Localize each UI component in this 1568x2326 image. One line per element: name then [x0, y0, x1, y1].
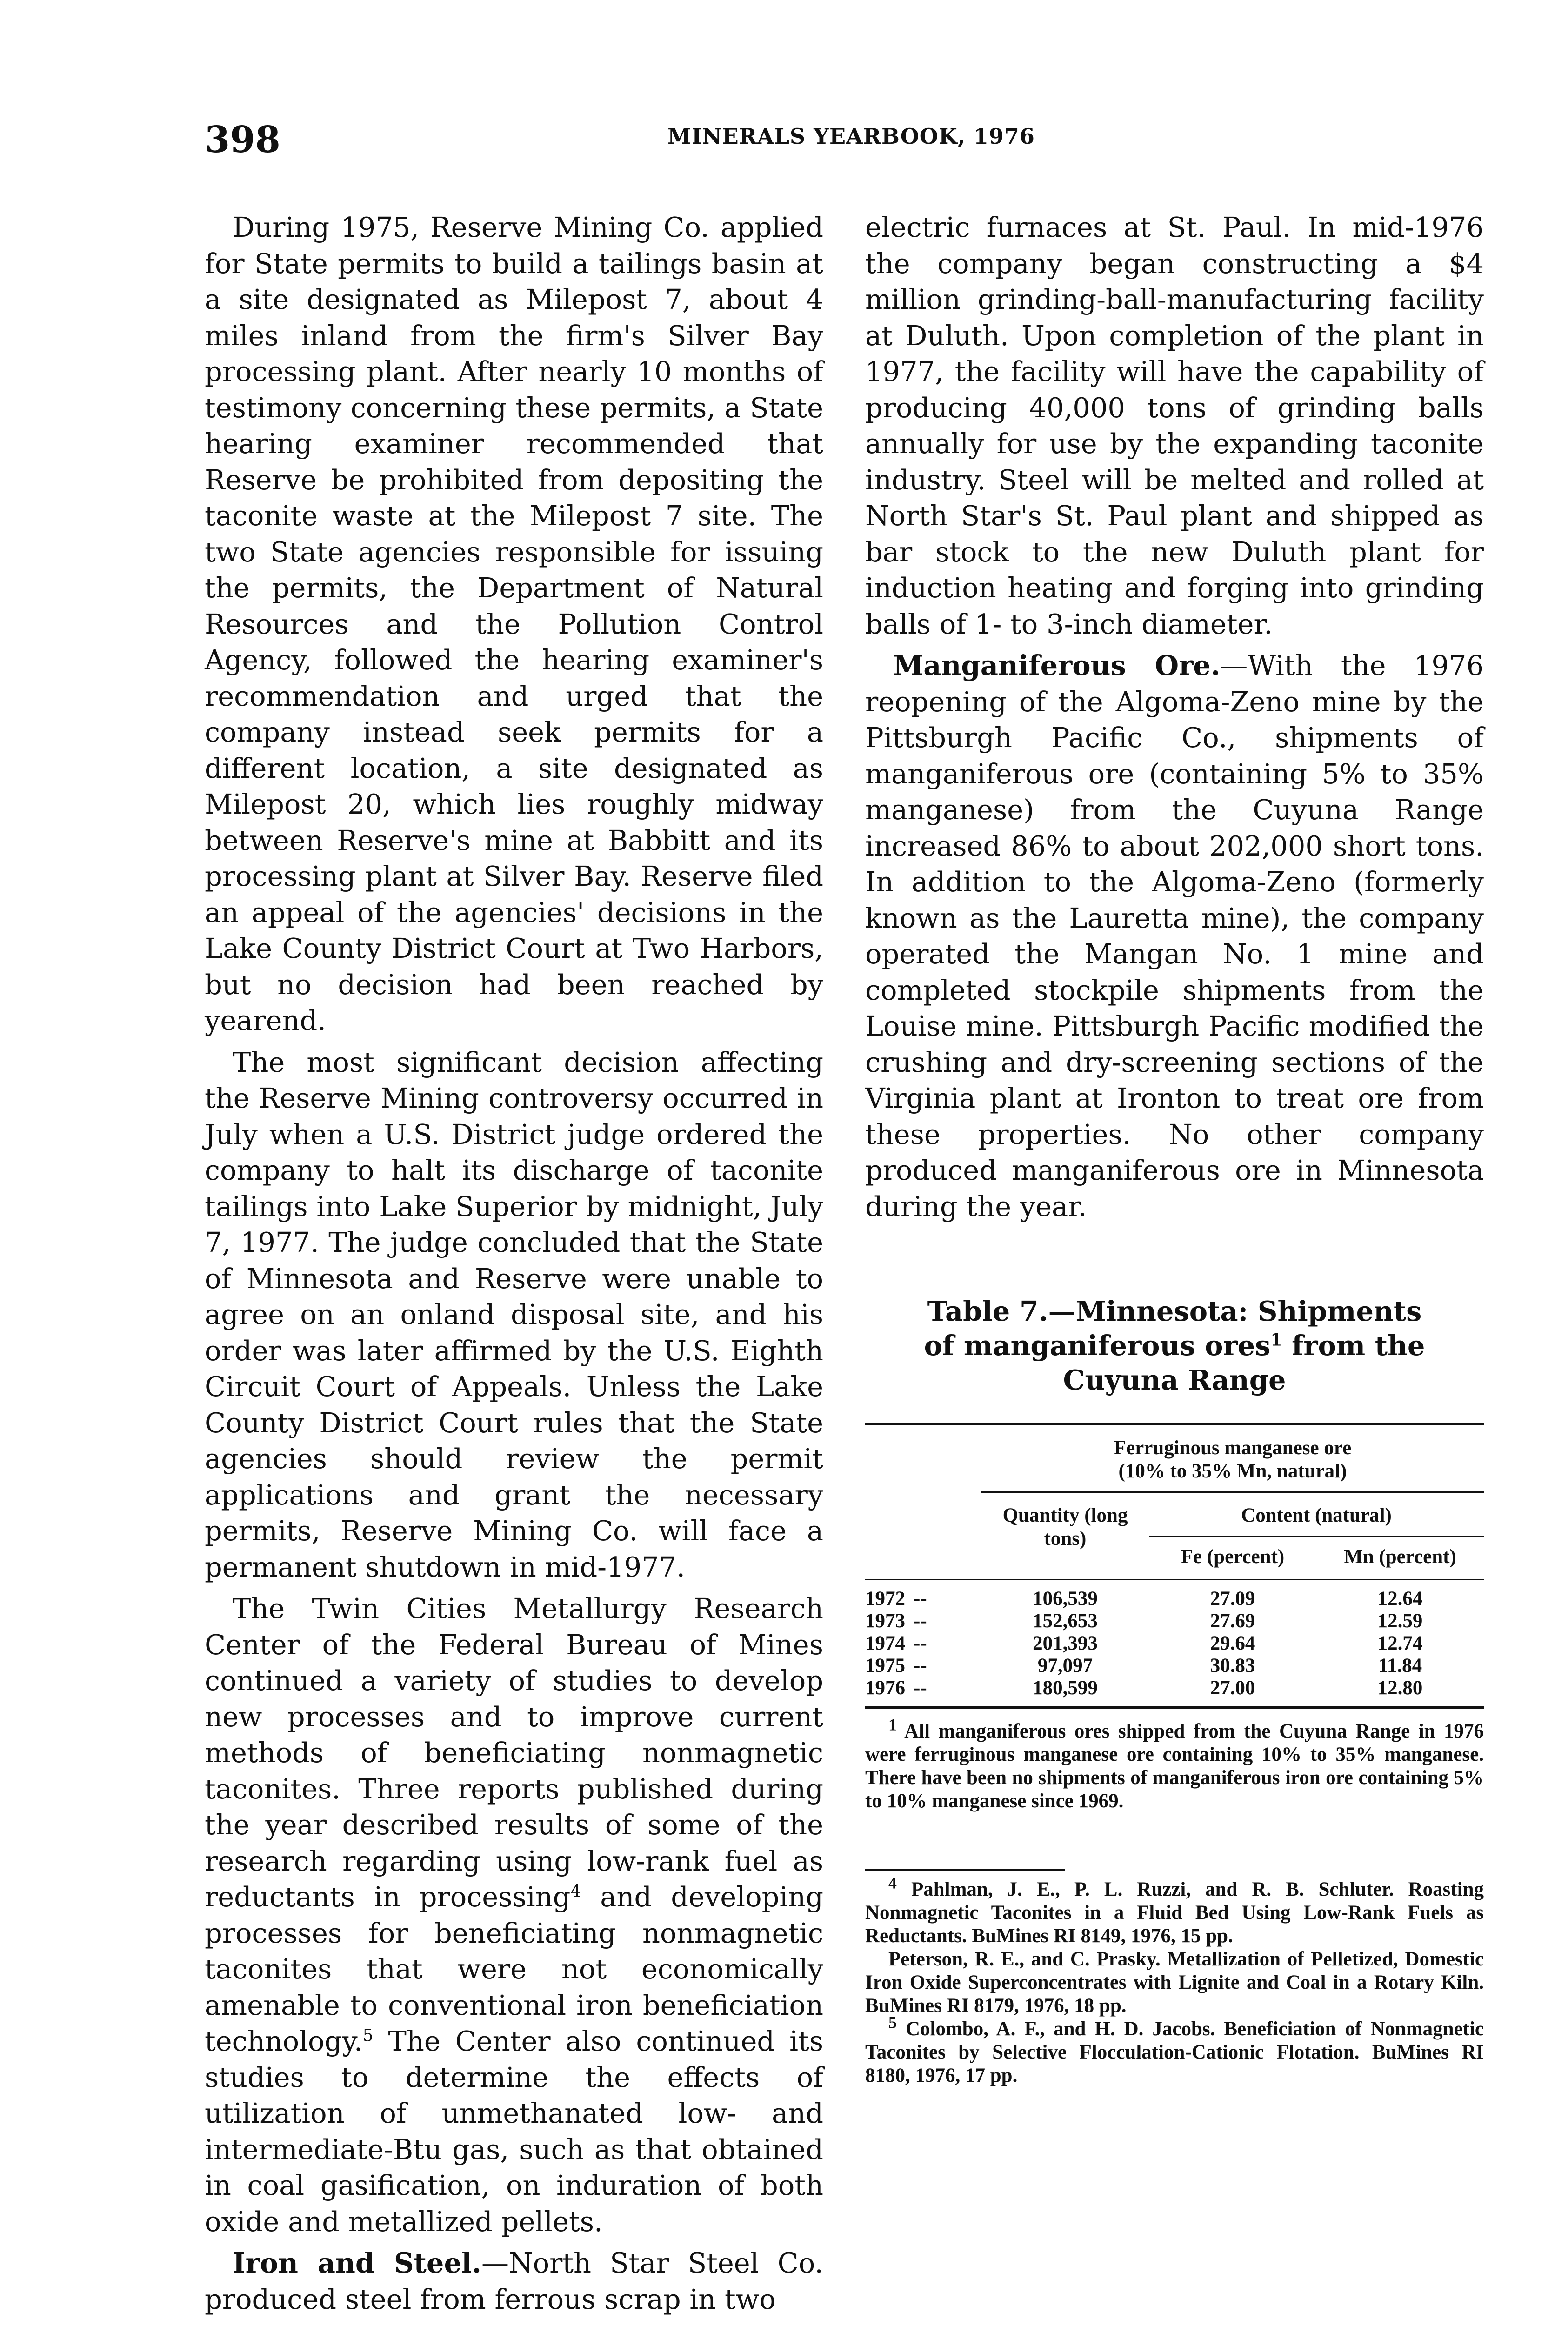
- running-title: MINERALS YEARBOOK, 1976: [667, 124, 1035, 149]
- row-year: 1976 --: [865, 1677, 927, 1699]
- table-row: [865, 1677, 1484, 1699]
- table-row: [865, 1655, 1484, 1677]
- table-title-footnote-ref: 1: [1270, 1330, 1282, 1350]
- row-leader: --: [914, 1655, 927, 1677]
- section-heading-iron-steel: Iron and Steel.: [233, 2247, 481, 2279]
- page-number: 398: [205, 119, 280, 161]
- row-year: 1975 --: [865, 1655, 927, 1677]
- row-leader: --: [914, 1610, 927, 1632]
- row-year: 1974 --: [865, 1632, 927, 1654]
- research-text-b: and developing processes for beneficiating nonmagnetic taconites that were not economically amenable to conventional iron beneficiation technology.: [205, 1881, 823, 2057]
- row-mn: 11.84: [1378, 1655, 1422, 1677]
- table-title: [912, 1294, 1437, 1397]
- footnote: [865, 2013, 1484, 2087]
- row-fe: 27.69: [1210, 1610, 1255, 1632]
- table-footnote-text: All manganiferous ores shipped from the Cuyuna Range in 1976 were ferruginous manganese ore containing 10% to 35% manganese. There have been no shipments of manganiferous iron ore containing 5% to 10% manganese since 1969.: [865, 1720, 1484, 1812]
- content-header: Content (natural): [1149, 1492, 1484, 1537]
- row-year: 1972 --: [865, 1588, 927, 1610]
- footnote-mark: 4: [888, 1873, 897, 1892]
- table-row: [865, 1632, 1484, 1655]
- research-text-a: The Twin Cities Metallurgy Research Center of the Federal Bureau of Mines continued a variety of studies to develop new processes and to improve current methods of beneficiating nonmagnetic taconites. Three reports published during the year described results of some of the research regarding using low-rank fuel as reductants in processing: [205, 1592, 823, 1913]
- paragraph-grinding-balls: electric furnaces at St. Paul. In mid-1976 the company began constructing a $4 million grinding-ball-manufacturing facility at Duluth. Upon completion of the plant in 1977, the facility will have the capability of producing 40,000 tons of grinding balls annually for use by the expanding taconite industry. Steel will be melted and rolled at North Star's St. Paul plant and shipped as bar stock to the new Duluth plant for induction heating and forging into grinding balls of 1- to 3-inch diameter.: [865, 211, 1484, 640]
- table-title-a: Table 7.—Minnesota: Shipments of manganiferous ores: [924, 1295, 1422, 1362]
- row-mn: 12.80: [1377, 1677, 1423, 1699]
- manganiferous-text: —With the 1976 reopening of the Algoma-Zeno mine by the Pittsburgh Pacific Co., shipments of manganiferous ore (containing 5% to 35% manganese) from the Cuyuna Range increased 86% to about 202,000 short tons. In addition to the Algoma-Zeno (formerly known as the Lauretta mine), the company operated the Mangan No. 1 mine and completed stockpile shipments from the Louise mine. Pittsburgh Pacific modified the crushing and dry-screening sections of the Virginia plant at Ironton to treat ore from these properties. No other company produced manganiferous ore in Minnesota during the year.: [865, 649, 1484, 1223]
- paragraph-reserve-permits: During 1975, Reserve Mining Co. applied for State permits to build a tailings basin at a site designated as Milepost 7, about 4 miles inland from the firm's Silver Bay processing plant. After nearly 10 months of testimony concerning these permits, a State hearing examiner recommended that Reserve be prohibited from depositing the taconite waste at the Milepost 7 site. The two State agencies responsible for issuing the permits, the Department of Natural Resources and the Pollution Control Agency, followed the hearing examiner's recommendation and urged that the company instead seek permits for a different location, a site designated as Milepost 20, which lies roughly midway between Reserve's mine at Babbitt and its processing plant at Silver Bay. Reserve filed an appeal of the agencies' decisions in the Lake County District Court at Two Harbors, but no decision had been reached by yearend.: [205, 211, 823, 1036]
- paragraph-research-center: [205, 1591, 823, 2239]
- row-quantity: 106,539: [1033, 1588, 1098, 1610]
- row-quantity: 180,599: [1033, 1677, 1098, 1699]
- table-row: [865, 1610, 1484, 1632]
- row-fe: 29.64: [1210, 1632, 1255, 1654]
- footnote-text: Peterson, R. E., and C. Prasky. Metallization of Pelletized, Domestic Iron Oxide Superconcentrates with Lignite and Coal in a Rotary Kiln. BuMines RI 8179, 1976, 18 pp.: [865, 1948, 1484, 2017]
- fe-header: Fe (percent): [1181, 1546, 1285, 1568]
- iron-steel-text: —North Star Steel Co. produced steel from ferrous scrap in two: [205, 2247, 823, 2315]
- right-column: [865, 209, 1484, 2087]
- footnote-mark: 5: [888, 2013, 897, 2032]
- paragraph-manganiferous: [865, 648, 1484, 1224]
- shipments-table: [865, 1423, 1484, 1709]
- footnote: [865, 1873, 1484, 1948]
- research-text-c: The Center also continued its studies to determine the effects of utilization of unmethanated low- and intermediate-Btu gas, such as that obtained in coal gasification, on induration of both oxide and metallized pellets.: [205, 2025, 823, 2238]
- row-mn: 12.64: [1377, 1588, 1423, 1610]
- mn-header: Mn (percent): [1344, 1546, 1456, 1568]
- paragraph-iron-steel: [205, 2245, 823, 2317]
- footnote-ref-4: 4: [570, 1882, 581, 1901]
- row-quantity: 97,097: [1037, 1655, 1093, 1677]
- row-leader: --: [914, 1632, 927, 1654]
- row-mn: 12.59: [1377, 1610, 1423, 1632]
- paragraph-court-decision: The most significant decision affecting the Reserve Mining controversy occurred in July when a U.S. District judge ordered the company to halt its discharge of taconite tailings into Lake Superior by midnight, July 7, 1977. The judge concluded that the State of Minnesota and Reserve were unable to agree on an onland disposal site, and his order was later affirmed by the U.S. Eighth Circuit Court of Appeals. Unless the Lake County District Court rules that the State agencies should review the permit applications and grant the necessary permits, Reserve Mining Co. will face a permanent shutdown in mid-1977.: [205, 1046, 823, 1583]
- section-heading-manganiferous: Manganiferous Ore.: [893, 649, 1221, 682]
- footnote: [865, 1948, 1484, 2018]
- row-fe: 27.00: [1210, 1677, 1255, 1699]
- footnote-ref-5: 5: [362, 2026, 374, 2045]
- row-mn: 12.74: [1377, 1632, 1423, 1654]
- page-header: [205, 119, 1498, 161]
- row-leader: --: [914, 1588, 927, 1610]
- footnote-text: Colombo, A. F., and H. D. Jacobs. Beneficiation of Nonmagnetic Taconites by Selective Flocculation-Cationic Flotation. BuMines RI 8180, 1976, 17 pp.: [865, 2018, 1484, 2086]
- row-leader: --: [914, 1677, 927, 1699]
- row-quantity: 152,653: [1033, 1610, 1098, 1632]
- footnote-divider: [865, 1869, 1065, 1871]
- footnotes: [865, 1873, 1484, 2087]
- table-footnote-mark: 1: [888, 1715, 897, 1734]
- left-column: [205, 209, 823, 2317]
- table-row: [865, 1588, 1484, 1610]
- table-footnote: [865, 1715, 1484, 1813]
- row-quantity: 201,393: [1033, 1632, 1098, 1654]
- row-fe: 30.83: [1210, 1655, 1255, 1677]
- quantity-header: Quantity (long tons): [1002, 1504, 1128, 1550]
- footnote-text: Pahlman, J. E., P. L. Ruzzi, and R. B. Schluter. Roasting Nonmagnetic Taconites in a Fluid Bed Using Low-Rank Fuels as Reductants. BuMines RI 8149, 1976, 15 pp.: [865, 1878, 1484, 1947]
- row-fe: 27.09: [1210, 1588, 1255, 1610]
- table-title-b: from the Cuyuna Range: [1063, 1330, 1425, 1396]
- row-year: 1973 --: [865, 1610, 927, 1632]
- group-header: Ferruginous manganese ore (10% to 35% Mn, natural): [981, 1437, 1484, 1492]
